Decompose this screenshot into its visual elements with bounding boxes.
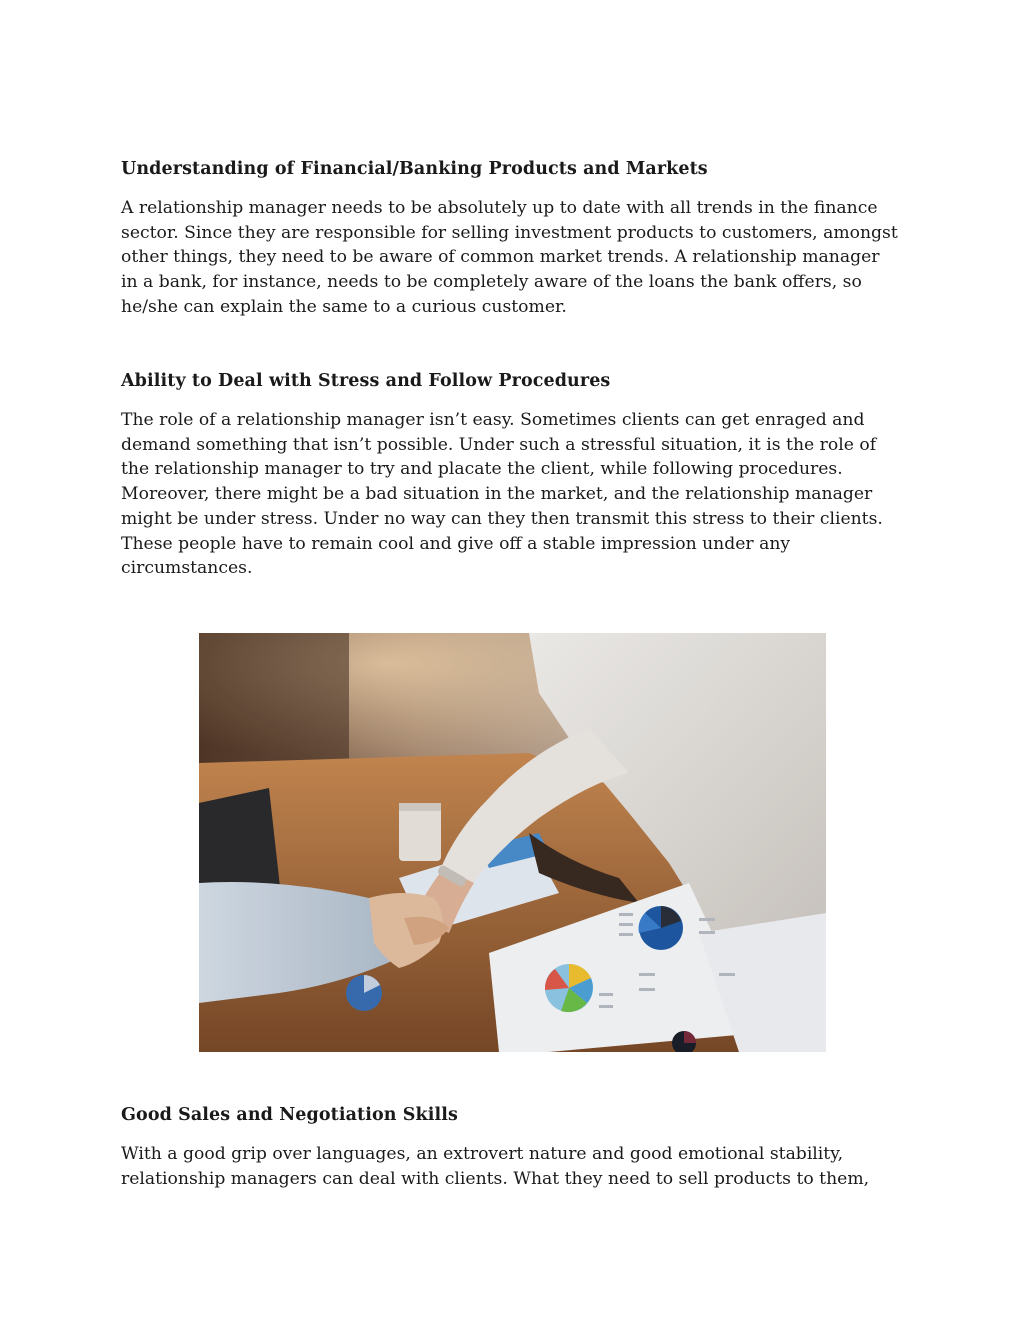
paragraph-line: circumstances.	[121, 558, 253, 579]
paragraph-line: With a good grip over languages, an extrovert nature and good emotional stability,	[121, 1144, 844, 1164]
section-paragraph	[121, 1142, 869, 1191]
section-heading: Good Sales and Negotiation Skills	[121, 1105, 458, 1125]
paragraph-line: relationship managers can deal with clients. What they need to sell products to them,	[121, 1168, 870, 1189]
section-heading: Understanding of Financial/Banking Products and Markets	[121, 159, 708, 179]
section-paragraph	[121, 408, 883, 581]
paragraph-line: in a bank, for instance, needs to be completely aware of the loans the bank offers, so	[121, 272, 862, 293]
photo-illustration	[199, 633, 826, 1052]
section-heading: Ability to Deal with Stress and Follow Procedures	[121, 371, 611, 391]
handshake-photo	[199, 633, 826, 1052]
paragraph-line: he/she can explain the same to a curious customer.	[121, 296, 567, 317]
paragraph-line: Moreover, there might be a bad situation in the market, and the relationship manager	[121, 484, 873, 505]
section-paragraph	[121, 196, 898, 320]
paragraph-line: A relationship manager needs to be absolutely up to date with all trends in the finance	[121, 198, 878, 218]
paragraph-line: the relationship manager to try and placate the client, while following procedures.	[121, 459, 843, 480]
paragraph-line: other things, they need to be aware of common market trends. A relationship manager	[121, 247, 880, 268]
paragraph-line: sector. Since they are responsible for selling investment products to customers, amongst	[121, 222, 898, 243]
paragraph-line: These people have to remain cool and give off a stable impression under any	[121, 533, 791, 554]
paragraph-line: might be under stress. Under no way can they then transmit this stress to their clients.	[121, 508, 883, 529]
paragraph-line: The role of a relationship manager isn’t easy. Sometimes clients can get enraged and	[121, 410, 865, 430]
paragraph-line: demand something that isn’t possible. Under such a stressful situation, it is the role of	[121, 434, 877, 455]
